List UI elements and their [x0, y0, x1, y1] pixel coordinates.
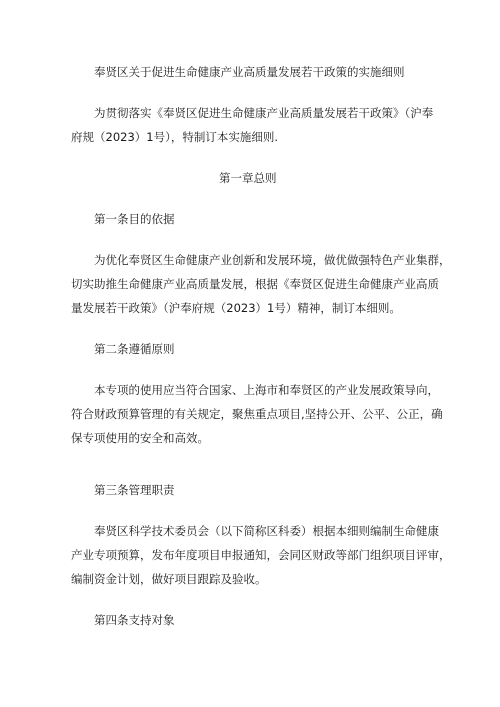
article-2-heading: 第二条遵循原则	[94, 342, 175, 356]
document-title: 奉贤区关于促进生命健康产业高质量发展若干政策的实施细则	[94, 65, 405, 79]
chapter-heading: 第一章总则	[219, 171, 277, 185]
article-2-line-2: 符合财政预算管理的有关规定，聚焦重点项目,坚持公开、公平、公正，确	[71, 407, 443, 421]
article-3-line-1: 奉贤区科学技术委员会（以下简称区科委）根据本细则编制生命健康	[94, 524, 439, 538]
article-1-line-2: 切实助推生命健康产业高质量发展，根据《奉贤区促进生命健康产业高质	[71, 277, 439, 291]
article-1-heading: 第一条目的依据	[94, 212, 175, 226]
article-1-line-3: 量发展若干政策》（沪奉府规（2023）1号）精神，制订本细则。	[71, 301, 401, 315]
article-4-heading: 第四条支持对象	[94, 613, 175, 627]
article-2-line-3: 保专项使用的安全和高效。	[71, 431, 209, 445]
article-3-heading: 第三条管理职责	[94, 483, 175, 497]
intro-line-2: 府规（2023）1号），特制订本实施细则.	[71, 130, 278, 144]
article-1-line-1: 为优化奉贤区生命健康产业创新和发展环境，做优做强特色产业集群，	[94, 253, 451, 267]
article-3-line-2: 产业专项预算，发布年度项目申报通知，会同区财政等部门组织项目评审，	[71, 548, 451, 562]
article-2-line-1: 本专项的使用应当符合国家、上海市和奉贤区的产业发展政策导向，	[94, 383, 439, 397]
intro-line-1: 为贯彻落实《奉贤区促进生命健康产业高质量发展若干政策》（沪奉	[94, 106, 434, 120]
article-3-line-3: 编制资金计划，做好项目跟踪及验收。	[71, 572, 267, 586]
